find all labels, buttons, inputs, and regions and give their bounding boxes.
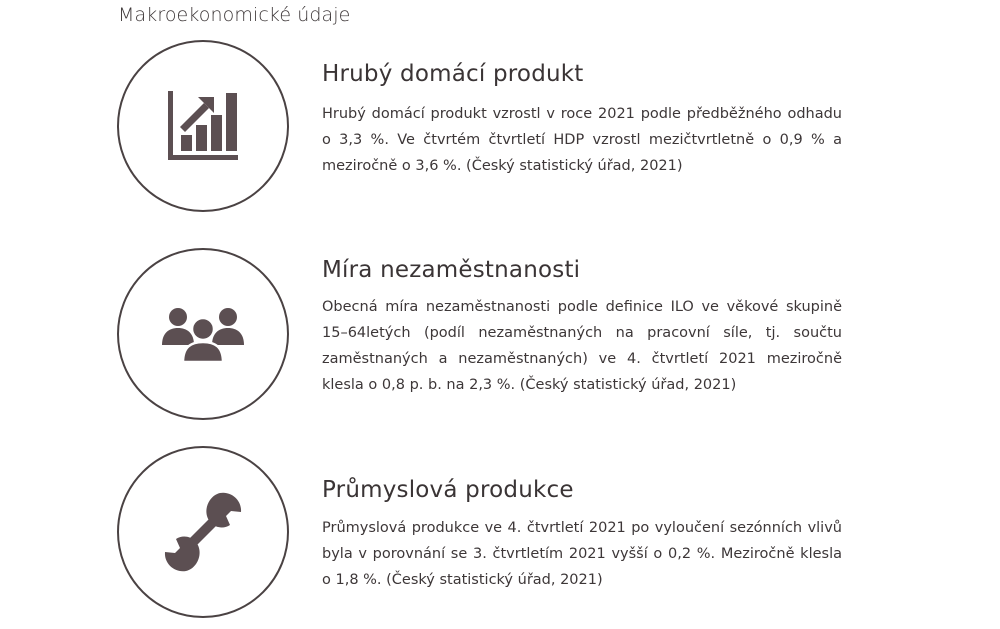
icon-circle <box>117 446 289 618</box>
indicator-description: Hrubý domácí produkt vzrostl v roce 2021 podle předběžného odhadu o 3,3 %. Ve čtvrtém čtvrtletí HDP vzrostl mezičtvrtletně o 0,9 % a meziročně o 3,6 %. (Český statistický úřad, 2021) <box>322 106 842 174</box>
indicator-title: Míra nezaměstnanosti <box>322 257 581 283</box>
icon-circle <box>117 248 289 420</box>
people-group-icon <box>160 305 246 363</box>
wrench-icon <box>160 489 246 575</box>
page-heading: Makroekonomické údaje <box>118 4 351 26</box>
indicator-title: Hrubý domácí produkt <box>322 61 584 87</box>
icon-circle <box>117 40 289 212</box>
indicator-description: Průmyslová produkce ve 4. čtvrtletí 2021 po vyloučení sezónních vlivů byla v porovnání se 3. čtvrtletím 2021 vyšší o 0,2 %. Meziročně klesla o 1,8 %. (Český statistický úřad, 2021) <box>322 520 842 588</box>
indicator-description: Obecná míra nezaměstnanosti podle definice ILO ve věkové skupině 15–64letých (podíl nezaměstnaných na pracovní síle, tj. součtu zaměstnaných a nezaměstnaných) ve 4. čtvrtletí 2021 meziročně klesla o 0,8 p. b. na 2,3 %. (Český statistický úřad, 2021) <box>322 299 842 393</box>
indicator-title: Průmyslová produkce <box>322 477 574 503</box>
bar-chart-growth-icon <box>166 89 240 163</box>
